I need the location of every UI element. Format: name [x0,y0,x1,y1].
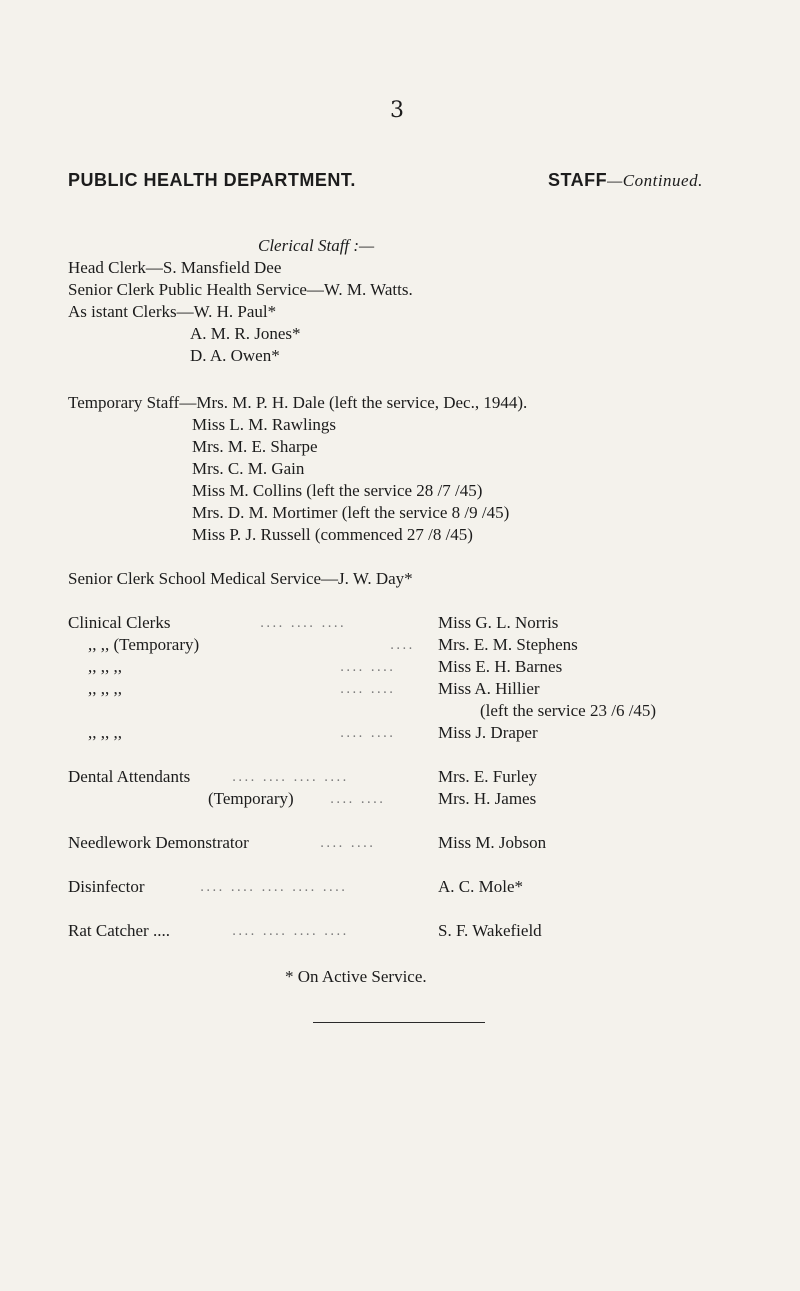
leader-dots: .... [390,638,415,653]
footnote: * On Active Service. [285,967,427,986]
name-hillier: Miss A. Hillier [438,679,540,698]
name-barnes: Miss E. H. Barnes [438,657,563,676]
hillier-note: (left the service 23 /6 /45) [480,701,657,720]
temporary-staff-4: Mrs. C. M. Gain [192,459,305,478]
name-wakefield: S. F. Wakefield [438,921,542,940]
role-ditto: ,, ,, ,, [88,679,122,698]
staff-header-suffix: —Continued. [607,171,703,190]
temporary-staff-6: Mrs. D. M. Mortimer (left the service 8 /9 /45) [192,503,510,522]
role-disinfector: Disinfector [68,877,145,896]
leader-dots: .... .... .... .... .... [200,880,348,895]
leader-dots: .... .... .... [260,616,346,631]
name-mole: A. C. Mole* [438,877,523,896]
temporary-staff-7: Miss P. J. Russell (commenced 27 /8 /45) [192,525,473,544]
role-dental-attendants: Dental Attendants [68,767,191,786]
leader-dots: .... .... [320,836,376,851]
temporary-staff-5: Miss M. Collins (left the service 28 /7 /45) [192,481,483,500]
school-medical-senior-clerk: Senior Clerk School Medical Service—J. W. Day* [68,569,413,588]
temporary-staff-1: Temporary Staff—Mrs. M. P. H. Dale (left the service, Dec., 1944). [68,393,528,412]
name-norris: Miss G. L. Norris [438,613,559,632]
role-clinical-clerks: Clinical Clerks [68,613,171,632]
leader-dots: .... .... [340,726,396,741]
role-temporary: ,, ,, (Temporary) [88,635,200,654]
temporary-staff-3: Mrs. M. E. Sharpe [192,437,318,456]
role-rat-catcher: Rat Catcher .... [68,921,170,940]
role-dental-temporary: (Temporary) [208,789,294,808]
assistant-clerk-2: A. M. R. Jones* [190,324,301,343]
staff-header [548,170,703,191]
head-clerk: Head Clerk—S. Mansfield Dee [68,258,282,277]
staff-header-main: STAFF [548,170,608,190]
clerical-heading: Clerical Staff :— [258,236,375,255]
closing-rule [313,1022,485,1023]
name-stephens: Mrs. E. M. Stephens [438,635,578,654]
name-james: Mrs. H. James [438,789,537,808]
page-number: 3 [390,98,404,123]
leader-dots: .... .... .... .... [232,770,349,785]
name-draper: Miss J. Draper [438,723,538,742]
assistant-clerk-3: D. A. Owen* [190,346,280,365]
role-ditto: ,, ,, ,, [88,723,122,742]
assistant-clerks: As istant Clerks—W. H. Paul* [68,302,277,321]
leader-dots: .... .... [340,682,396,697]
name-jobson: Miss M. Jobson [438,833,547,852]
leader-dots: .... .... .... .... [232,924,349,939]
name-furley: Mrs. E. Furley [438,767,538,786]
leader-dots: .... .... [340,660,396,675]
leader-dots: .... .... [330,792,386,807]
senior-clerk: Senior Clerk Public Health Service—W. M. Watts. [68,280,413,299]
temporary-staff-2: Miss L. M. Rawlings [192,415,337,434]
department-header: PUBLIC HEALTH DEPARTMENT. [68,170,356,190]
role-ditto: ,, ,, ,, [88,657,122,676]
role-needlework-demonstrator: Needlework Demonstrator [68,833,249,852]
